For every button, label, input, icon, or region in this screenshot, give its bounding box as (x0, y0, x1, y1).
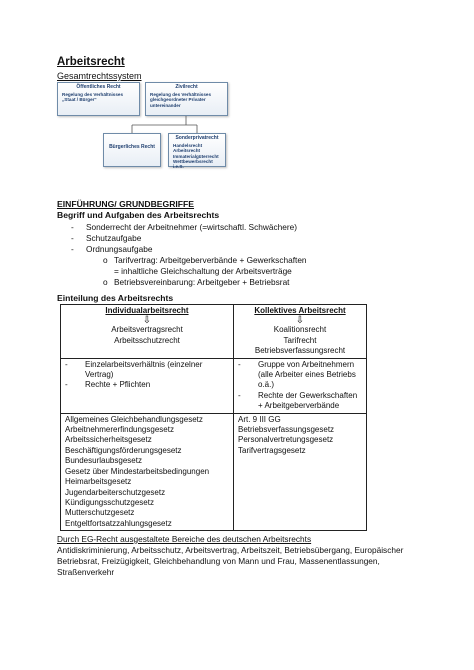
list-dash: - (238, 390, 241, 400)
law-item: Kündigungsschutzgesetz (65, 497, 154, 507)
law-item: Mutterschutzgesetz (65, 508, 135, 518)
table-cell (61, 413, 234, 530)
list-item: Sonderrecht der Arbeitnehmer (=wirtschaftl. Schwächere) (86, 222, 297, 232)
box-title: Sonderprivatrecht (175, 135, 219, 141)
cell-list-item (238, 360, 362, 391)
box-text: „Staat / Bürger“ (62, 97, 97, 103)
sub-list-item: Betriebsvereinbarung: Arbeitgeber + Betriebsrat (114, 277, 290, 287)
list-dash: - (65, 359, 68, 369)
table-row (61, 305, 367, 359)
list-dash: - (238, 359, 241, 369)
table-row (61, 358, 367, 413)
cell-line: Tarifrecht (283, 335, 317, 345)
cell-line: Rechte + Pflichten (85, 380, 151, 390)
law-item: Arbeitssicherheitsgesetz (65, 435, 152, 445)
cell-line: Rechte der Gewerkschaften + Arbeitgeberverbände (258, 390, 358, 411)
list-bullet: o (103, 255, 108, 265)
cell-line: Arbeitsvertragsrecht (111, 325, 183, 335)
column-header: Individualarbeitsrecht (105, 306, 189, 315)
box-item: Immaterialgüterrecht (173, 153, 219, 159)
paragraph-line: Antidiskriminierung, Arbeitsschutz, Arbeitsvertrag, Arbeitszeit, Betriebsübergang, Europäischer (57, 545, 404, 555)
law-item: Tarifvertragsgesetz (238, 445, 306, 455)
law-item: Gesetz über Mindestarbeitsbedingungen (65, 466, 210, 476)
box-title: Öffentliches Recht (76, 84, 121, 90)
list-dash: - (71, 233, 74, 243)
page-subtitle: Gesamtrechtssystem (57, 71, 142, 81)
cell-line: Betriebsverfassungsrecht (254, 346, 346, 356)
box-title: Zivilrecht (175, 84, 198, 90)
cell-line: Koalitionsrecht (273, 325, 327, 335)
sub-list-item-continuation: = inhaltliche Gleichschaltung der Arbeitsverträge (114, 266, 292, 276)
table-header-cell (61, 305, 234, 359)
paragraph-line: Betriebsrat, Freizügigkeit, Gleichbehandlung von Mann und Frau, Massenentlassungen, (57, 556, 380, 566)
table-row (61, 413, 367, 530)
cell-list-item (65, 380, 229, 390)
law-item: Bundesurlaubsgesetz (65, 456, 142, 466)
law-item: Heimarbeitsgesetz (65, 477, 132, 487)
law-item: Betriebsverfassungsgesetz (238, 425, 335, 435)
box-item: Handelsrecht (173, 143, 203, 149)
list-item: Ordnungsaufgabe (86, 244, 153, 254)
list-dash: - (65, 380, 68, 390)
box-item: Arbeitsrecht (173, 148, 201, 154)
einteilung-table (60, 304, 367, 531)
cell-line: Gruppe von Arbeitnehmern (alle Arbeiter eines Betriebs o.ä.) (258, 359, 356, 390)
box-text: untereinander (150, 102, 181, 108)
table-cell (234, 413, 367, 530)
box-buergerliches-recht (103, 133, 161, 167)
section-heading-einfuehrung: EINFÜHRUNG/ GRUNDBEGRIFFE (57, 199, 195, 209)
law-item: Allgemeines Gleichbehandlungsgesetz (65, 414, 203, 424)
box-text: gleichgeordneter Privater (150, 97, 206, 103)
law-item: Personalvertretungsgesetz (238, 435, 334, 445)
law-item: Beschäftigungsförderungsgesetz (65, 445, 182, 455)
table-header-cell (234, 305, 367, 359)
law-item: Jugendarbeiterschutzgesetz (65, 487, 166, 497)
down-arrow-icon: ⇩ (295, 315, 305, 327)
cell-line: Einzelarbeitsverhältnis (einzelner Vertrag) (85, 359, 203, 380)
paragraph-line: Straßenverkehr (57, 567, 115, 577)
box-sonderprivatrecht (168, 133, 226, 170)
section-heading-einteilung: Einteilung des Arbeitsrechts (57, 293, 174, 303)
box-text: Regelung des Verhältnisses (62, 92, 124, 98)
page-title: Arbeitsrecht (57, 56, 125, 68)
list-dash: - (71, 222, 74, 232)
law-item: Arbeitnehmererfindungsgesetz (65, 425, 174, 435)
section-subheading: Begriff und Aufgaben des Arbeitsrechts (57, 210, 220, 220)
list-bullet: o (103, 277, 108, 287)
box-item: Wettbewerbsrecht i.e.S. (173, 158, 213, 170)
list-dash: - (71, 244, 74, 254)
table-cell (234, 358, 367, 413)
column-header: Kollektives Arbeitsrecht (254, 306, 346, 315)
diagram-connectors (0, 0, 474, 180)
box-title: Bürgerliches Recht (109, 144, 155, 150)
cell-list-item (65, 360, 229, 381)
down-arrow-icon: ⇩ (142, 315, 152, 327)
box-text: Regelung des Verhältnisses (150, 92, 212, 98)
cell-list-item (238, 391, 362, 412)
list-item: Schutzaufgabe (86, 233, 142, 243)
table-cell (61, 358, 234, 413)
section-heading-eg-recht: Durch EG-Recht ausgestaltete Bereiche des deutschen Arbeitsrechts (57, 534, 312, 544)
sub-list-item: Tarifvertrag: Arbeitgeberverbände + Gewerkschaften (114, 255, 307, 265)
cell-line: Arbeitsschutzrecht (114, 335, 180, 345)
law-item: Art. 9 III GG (238, 414, 281, 424)
law-item: Entgeltfortsatzzahlungsgesetz (65, 518, 172, 528)
